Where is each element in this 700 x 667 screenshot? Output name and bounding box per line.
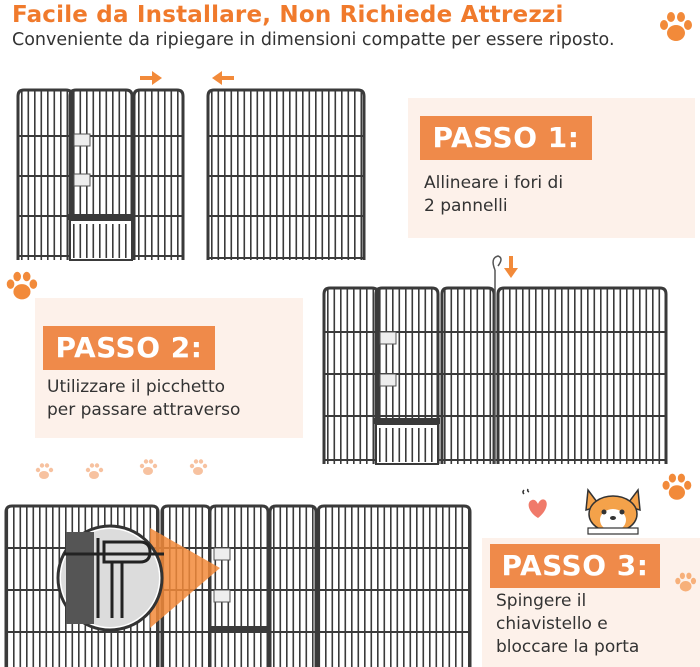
fence-assembly-stake-illustration bbox=[314, 252, 700, 467]
paw-print-icon bbox=[658, 470, 694, 506]
paw-print-icon bbox=[672, 570, 698, 596]
page-subtitle: Conveniente da ripiegare in dimensioni compatte per essere riposto. bbox=[12, 30, 615, 50]
fence-panels-with-door-illustration bbox=[8, 70, 193, 265]
corgi-dog-icon bbox=[580, 484, 646, 536]
step-2-badge: PASSO 2: bbox=[43, 326, 215, 370]
step-3-text: Spingere il chiavistello e bloccare la porta bbox=[496, 591, 640, 657]
paw-prints-decoration bbox=[30, 456, 220, 486]
page-title: Facile da Installare, Non Richiede Attrezzi bbox=[12, 2, 564, 28]
heart-icon bbox=[520, 488, 550, 522]
step-3-card bbox=[482, 538, 700, 667]
step-3-badge: PASSO 3: bbox=[490, 544, 660, 588]
fence-latch-closeup-illustration bbox=[0, 498, 480, 667]
arrow-down-icon bbox=[504, 256, 518, 278]
paw-print-icon bbox=[655, 8, 695, 48]
step-2-text: Utilizzare il picchetto per passare attraverso bbox=[47, 377, 241, 420]
step-1-badge: PASSO 1: bbox=[420, 116, 592, 160]
single-fence-panel-illustration bbox=[198, 82, 378, 264]
step-1-card bbox=[408, 98, 695, 238]
arrow-right-icon bbox=[140, 71, 162, 85]
step-2-card bbox=[35, 298, 303, 438]
arrow-left-icon bbox=[212, 71, 234, 85]
step-1-text: Allineare i fori di 2 pannelli bbox=[424, 173, 564, 216]
